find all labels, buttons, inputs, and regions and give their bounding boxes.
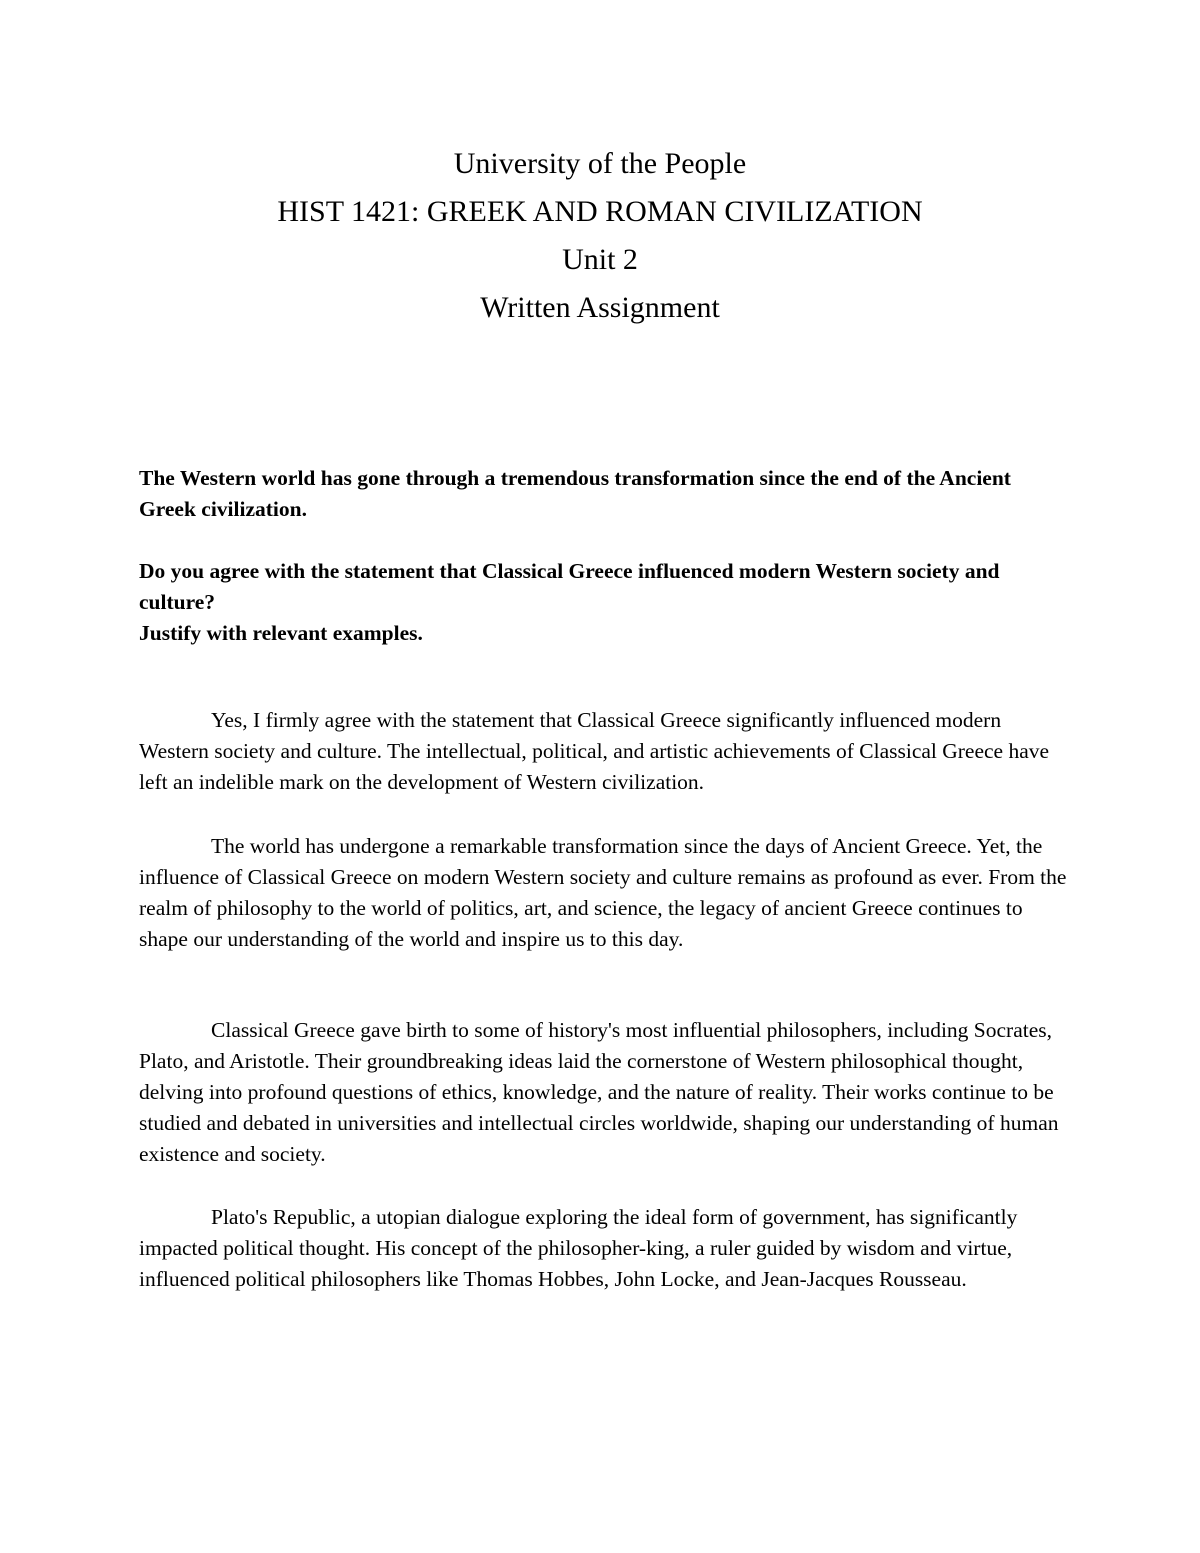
essay-paragraph: [139, 1202, 1069, 1295]
course-title: HIST 1421: GREEK AND ROMAN CIVILIZATION: [277, 195, 923, 228]
university-name: University of the People: [453, 147, 747, 180]
essay-paragraph: [139, 831, 1069, 955]
essay-paragraph: [139, 1015, 1069, 1170]
title-block: [0, 140, 1200, 332]
prompt-spacer: [139, 525, 1069, 556]
essay-paragraph-text: The world has undergone a remarkable transformation since the days of Ancient Greece. Yet, the influence of Classical Greece on modern Western society and culture remains as profound as ever. From the realm of philosophy to the world of politics, art, and science, the legacy of ancient Greece continues to shape our understanding of the world and inspire us to this day.: [139, 834, 1067, 951]
essay-paragraph-text: Plato's Republic, a utopian dialogue exploring the ideal form of government, has significantly impacted political thought. His concept of the philosopher-king, a ruler guided by wisdom and virtue, influenced political philosophers like Thomas Hobbes, John Locke, and Jean-Jacques Rousseau.: [139, 1205, 1018, 1291]
essay-paragraph-text: Classical Greece gave birth to some of history's most influential philosophers, including Socrates, Plato, and Aristotle. Their groundbreaking ideas laid the cornerstone of Western philosophical thought, delving into profound questions of ethics, knowledge, and the nature of reality. Their works continue to be studied and debated in universities and intellectual circles worldwide, shaping our understanding of human existence and society.: [139, 1018, 1059, 1166]
essay-paragraph: [139, 705, 1069, 798]
assignment-label: Written Assignment: [480, 291, 720, 324]
assignment-prompt: [139, 463, 1069, 649]
prompt-instruction: Justify with relevant examples.: [139, 621, 423, 645]
prompt-statement: The Western world has gone through a tremendous transformation since the end of the Ancient Greek civilization.: [139, 466, 1011, 521]
essay-paragraph-text: Yes, I firmly agree with the statement that Classical Greece significantly influenced modern Western society and culture. The intellectual, political, and artistic achievements of Classical Greece have left an indelible mark on the development of Western civilization.: [139, 708, 1050, 794]
prompt-question: Do you agree with the statement that Classical Greece influenced modern Western society and culture?: [139, 559, 1000, 614]
unit-label: Unit 2: [562, 243, 638, 276]
